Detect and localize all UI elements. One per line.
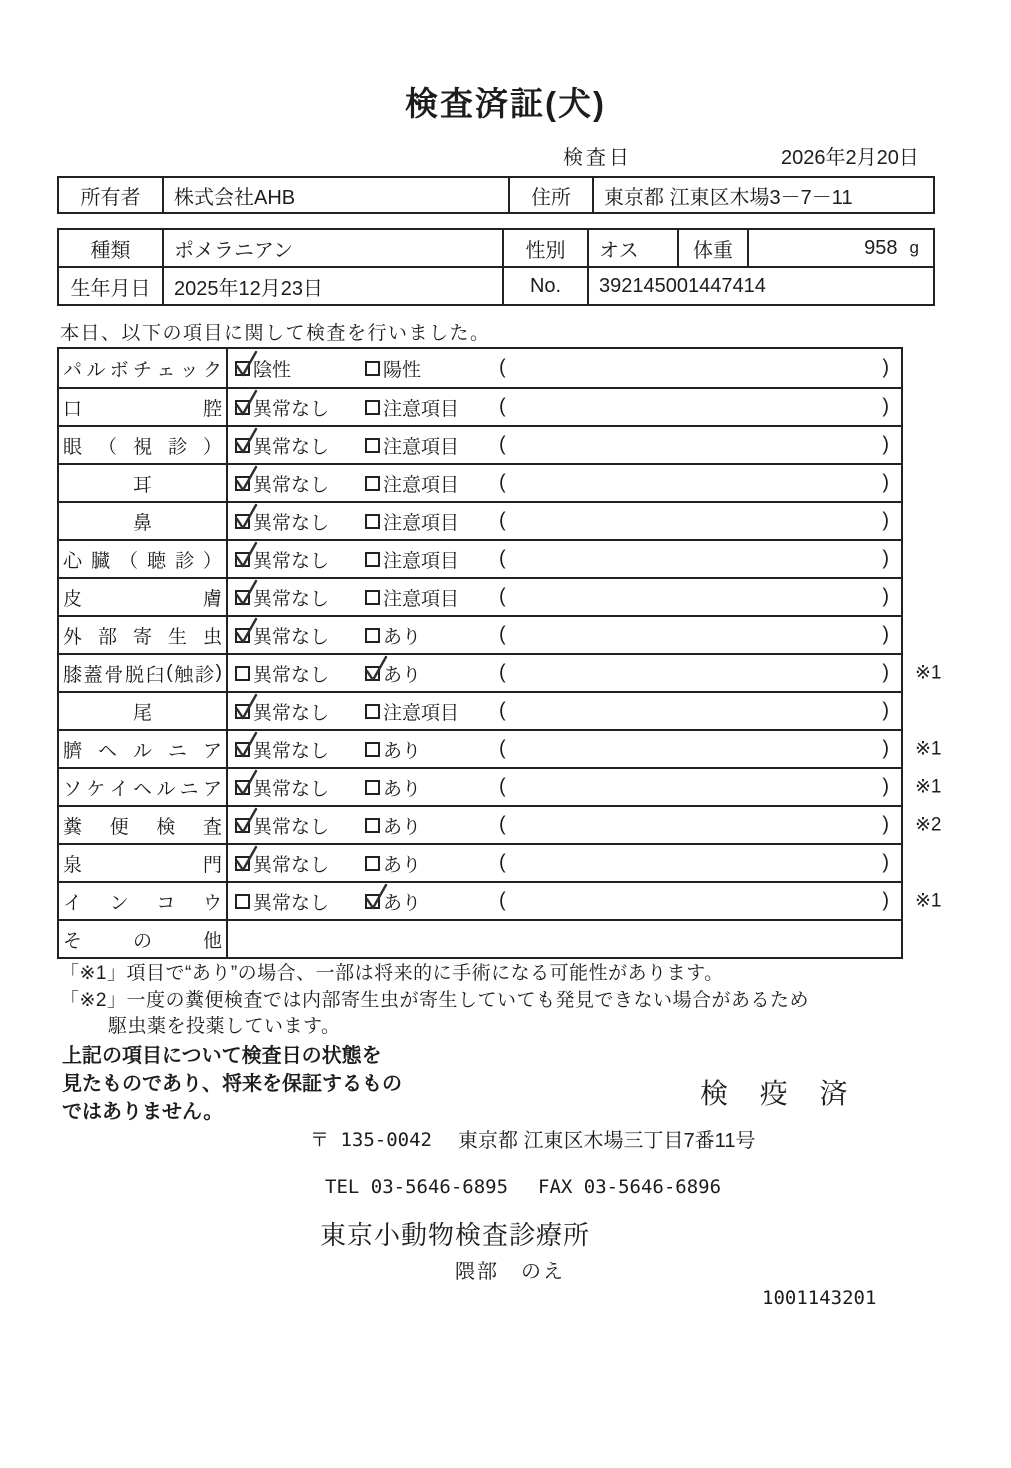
option-normal[interactable]: 異常なし <box>235 845 329 881</box>
checkbox-icon[interactable] <box>235 514 250 529</box>
option-positive[interactable]: 陽性 <box>365 349 421 387</box>
exam-date-value: 2026年2月20日 <box>781 147 919 169</box>
pet-info-table <box>57 228 935 268</box>
paren-open: ( <box>499 889 506 912</box>
exam-item-label: 泉 門 <box>59 845 228 881</box>
footnote-2-continued: 駆虫薬を投薬しています。 <box>108 1016 341 1037</box>
checkbox-icon[interactable] <box>365 552 380 567</box>
option-caution[interactable]: 注意項目 <box>365 503 459 539</box>
exam-row-fontanelle <box>59 843 901 881</box>
checkbox-icon[interactable] <box>365 590 380 605</box>
clinic-address: 東京都 江東区木場三丁目7番11号 <box>458 1130 756 1152</box>
option-present[interactable]: あり <box>365 845 421 881</box>
option-present[interactable]: あり <box>365 655 421 691</box>
checkbox-icon[interactable] <box>365 894 380 909</box>
paren-open: ( <box>499 661 506 684</box>
option-caution[interactable]: 注意項目 <box>365 541 459 577</box>
paren-close: ) <box>882 471 889 494</box>
paren-close: ) <box>882 585 889 608</box>
paren-close: ) <box>882 623 889 646</box>
option-present[interactable]: あり <box>365 769 421 805</box>
paren-close: ) <box>882 395 889 418</box>
checkbox-icon[interactable] <box>235 400 250 415</box>
checkbox-icon[interactable] <box>235 476 250 491</box>
weight-label: 体重 <box>677 230 747 266</box>
row-note: ※1 <box>915 890 942 912</box>
page-title: 検査済証(犬) <box>405 85 606 122</box>
option-normal[interactable]: 異常なし <box>235 389 329 425</box>
disclaimer-text <box>62 1042 402 1126</box>
paren-open: ( <box>499 585 506 608</box>
owner-value: 株式会社AHB <box>162 178 508 212</box>
birth-no-table <box>57 266 935 306</box>
checkbox-icon[interactable] <box>235 856 250 871</box>
no-value: 392145001447414 <box>587 268 933 304</box>
checkbox-icon[interactable] <box>365 780 380 795</box>
check-mark-icon <box>233 730 260 761</box>
sex-label: 性別 <box>502 230 587 266</box>
option-caution[interactable]: 注意項目 <box>365 579 459 615</box>
exam-item-label: パ ル ボ チ ェ ッ ク <box>59 349 228 387</box>
checkbox-icon[interactable] <box>235 780 250 795</box>
check-mark-icon <box>233 502 260 533</box>
option-normal[interactable]: 異常なし <box>235 731 329 767</box>
paren-open: ( <box>499 851 506 874</box>
option-present[interactable]: あり <box>365 617 421 653</box>
disclaimer-line: ではありません。 <box>62 1101 224 1123</box>
exam-row-ear <box>59 463 901 501</box>
weight-unit: g <box>909 238 919 257</box>
checkbox-icon[interactable] <box>365 704 380 719</box>
clinic-name: 東京小動物検査診療所 <box>320 1220 591 1250</box>
option-normal[interactable]: 異常なし <box>235 693 329 729</box>
paren-open: ( <box>499 813 506 836</box>
intro-text: 本日、以下の項目に関して検査を行いました。 <box>60 323 491 344</box>
birth-label: 生年月日 <box>70 277 151 300</box>
check-mark-icon <box>233 844 260 875</box>
exam-row-fecal <box>59 805 942 843</box>
check-mark-icon <box>233 464 260 495</box>
checkbox-icon[interactable] <box>235 628 250 643</box>
breed-value: ポメラニアン <box>162 230 502 266</box>
checkbox-icon[interactable] <box>235 742 250 757</box>
checkbox-icon[interactable] <box>235 438 250 453</box>
document-number: 1001143201 <box>762 1287 877 1309</box>
paren-open: ( <box>499 547 506 570</box>
checkbox-icon[interactable] <box>365 628 380 643</box>
exam-item-label: 臍 ヘ ル ニ ア <box>59 731 228 767</box>
exam-row-tail <box>59 691 901 729</box>
no-label: No. <box>502 268 587 304</box>
option-normal[interactable]: 異常なし <box>235 617 329 653</box>
row-note: ※2 <box>915 814 942 836</box>
checkbox-icon[interactable] <box>365 476 380 491</box>
footnote-2: 「※2」一度の糞便検査では内部寄生虫が寄生していても発見できない場合があるため <box>60 990 809 1011</box>
footnote-1: 「※1」項目で“あり”の場合、一部は将来的に手術になる可能性があります。 <box>60 963 724 984</box>
option-normal[interactable]: 異常なし <box>235 465 329 501</box>
option-normal[interactable]: 異常なし <box>235 503 329 539</box>
exam-row-umbilical-hernia <box>59 729 942 767</box>
paren-close: ) <box>882 433 889 456</box>
exam-item-label: 皮 膚 <box>59 579 228 615</box>
paren-open: ( <box>499 623 506 646</box>
paren-close: ) <box>882 775 889 798</box>
option-normal[interactable]: 異常なし <box>235 655 329 691</box>
exam-row-parvo <box>59 349 901 387</box>
exam-table <box>57 347 942 959</box>
exam-row-oral <box>59 387 901 425</box>
check-mark-icon <box>233 692 260 723</box>
option-present[interactable]: あり <box>365 883 421 919</box>
quarantine-stamp: 検 疫 済 <box>700 1078 860 1109</box>
paren-open: ( <box>499 356 506 379</box>
option-normal[interactable]: 異常なし <box>235 807 329 843</box>
checkbox-icon[interactable] <box>235 704 250 719</box>
disclaimer-line: 見たものであり、将来を保証するもの <box>62 1073 402 1095</box>
exam-row-other <box>59 919 901 957</box>
check-mark-icon <box>233 540 260 571</box>
check-mark-icon <box>233 806 260 837</box>
birth-value: 2025年12月23日 <box>162 268 502 304</box>
paren-close: ) <box>882 813 889 836</box>
paren-open: ( <box>499 699 506 722</box>
option-caution[interactable]: 注意項目 <box>365 465 459 501</box>
checkbox-icon[interactable] <box>365 400 380 415</box>
paren-close: ) <box>882 851 889 874</box>
exam-item-label: 鼻 <box>59 503 228 539</box>
paren-open: ( <box>499 395 506 418</box>
exam-row-eye <box>59 425 901 463</box>
paren-close: ) <box>882 889 889 912</box>
exam-row-ectoparasite <box>59 615 901 653</box>
exam-row-patella <box>59 653 942 691</box>
disclaimer-line: 上記の項目について検査日の状態を <box>62 1045 382 1067</box>
owner-table <box>57 176 935 214</box>
paren-close: ) <box>882 509 889 532</box>
address-value: 東京都 江東区木場3－7－11 <box>592 178 933 212</box>
checkbox-icon[interactable] <box>235 552 250 567</box>
exam-item-label: そ の 他 <box>59 921 228 957</box>
checkbox-icon[interactable] <box>235 361 250 376</box>
exam-item-label: ソ ケ イ ヘ ル ニ ア <box>59 769 228 805</box>
paren-close: ) <box>882 737 889 760</box>
clinic-postal-code: 〒 135-0042 <box>310 1129 432 1151</box>
exam-item-label: イ ン コ ウ <box>59 883 228 919</box>
exam-row-heart <box>59 539 901 577</box>
paren-close: ) <box>882 661 889 684</box>
exam-date-label: 検査日 <box>563 147 632 169</box>
checkbox-icon[interactable] <box>235 666 250 681</box>
option-present[interactable]: あり <box>365 731 421 767</box>
row-note: ※1 <box>915 776 942 798</box>
weight-value-cell <box>747 230 933 266</box>
clinic-tel: TEL 03-5646-6895 <box>325 1176 509 1198</box>
exam-item-label: 心 臓 （ 聴 診 ） <box>59 541 228 577</box>
option-negative[interactable]: 陰性 <box>235 349 291 387</box>
checkbox-icon[interactable] <box>365 361 380 376</box>
owner-label: 所有者 <box>80 186 141 209</box>
check-mark-icon <box>363 654 390 685</box>
option-caution[interactable]: 注意項目 <box>365 427 459 463</box>
weight-value: 958 <box>864 236 898 259</box>
option-normal[interactable]: 異常なし <box>235 541 329 577</box>
checkbox-icon[interactable] <box>365 856 380 871</box>
checkbox-icon[interactable] <box>365 438 380 453</box>
exam-row-nose <box>59 501 901 539</box>
address-label: 住所 <box>508 178 592 212</box>
exam-item-label: 耳 <box>59 465 228 501</box>
exam-row-skin <box>59 577 901 615</box>
sex-value: オス <box>587 230 677 266</box>
option-caution[interactable]: 注意項目 <box>365 693 459 729</box>
checkbox-icon[interactable] <box>235 818 250 833</box>
option-caution[interactable]: 注意項目 <box>365 389 459 425</box>
exam-item-label: 膝 蓋 骨 脱 臼 ( 触 診 ) <box>59 655 228 691</box>
checkbox-icon[interactable] <box>365 818 380 833</box>
exam-item-label: 口 腔 <box>59 389 228 425</box>
check-mark-icon <box>233 768 260 799</box>
exam-row-cryptorchidism <box>59 881 942 919</box>
checkbox-icon[interactable] <box>235 894 250 909</box>
clinic-telfax <box>325 1176 721 1198</box>
check-mark-icon <box>363 882 390 913</box>
paren-open: ( <box>499 471 506 494</box>
empty-cell <box>228 921 901 957</box>
check-mark-icon <box>233 578 260 609</box>
paren-close: ) <box>882 356 889 379</box>
check-mark-icon <box>233 426 260 457</box>
paren-open: ( <box>499 737 506 760</box>
exam-item-label: 尾 <box>59 693 228 729</box>
row-note: ※1 <box>915 662 942 684</box>
paren-close: ) <box>882 699 889 722</box>
exam-row-inguinal-hernia <box>59 767 942 805</box>
paren-open: ( <box>499 433 506 456</box>
row-note: ※1 <box>915 738 942 760</box>
check-mark-icon <box>233 616 260 647</box>
check-mark-icon <box>233 388 260 419</box>
checkbox-icon[interactable] <box>365 666 380 681</box>
checkbox-icon[interactable] <box>365 514 380 529</box>
option-normal[interactable]: 異常なし <box>235 579 329 615</box>
breed-label: 種類 <box>90 239 131 262</box>
paren-open: ( <box>499 509 506 532</box>
option-normal[interactable]: 異常なし <box>235 427 329 463</box>
veterinarian-name: 隈部 のえ <box>455 1261 565 1283</box>
paren-open: ( <box>499 775 506 798</box>
exam-item-label: 外 部 寄 生 虫 <box>59 617 228 653</box>
paren-close: ) <box>882 547 889 570</box>
checkbox-icon[interactable] <box>365 742 380 757</box>
clinic-fax: FAX 03-5646-6896 <box>538 1176 722 1198</box>
option-present[interactable]: あり <box>365 807 421 843</box>
checkbox-icon[interactable] <box>235 590 250 605</box>
check-mark-icon <box>233 349 260 380</box>
exam-item-label: 眼 （ 視 診 ） <box>59 427 228 463</box>
option-normal[interactable]: 異常なし <box>235 769 329 805</box>
option-normal[interactable]: 異常なし <box>235 883 329 919</box>
exam-item-label: 糞 便 検 査 <box>59 807 228 843</box>
